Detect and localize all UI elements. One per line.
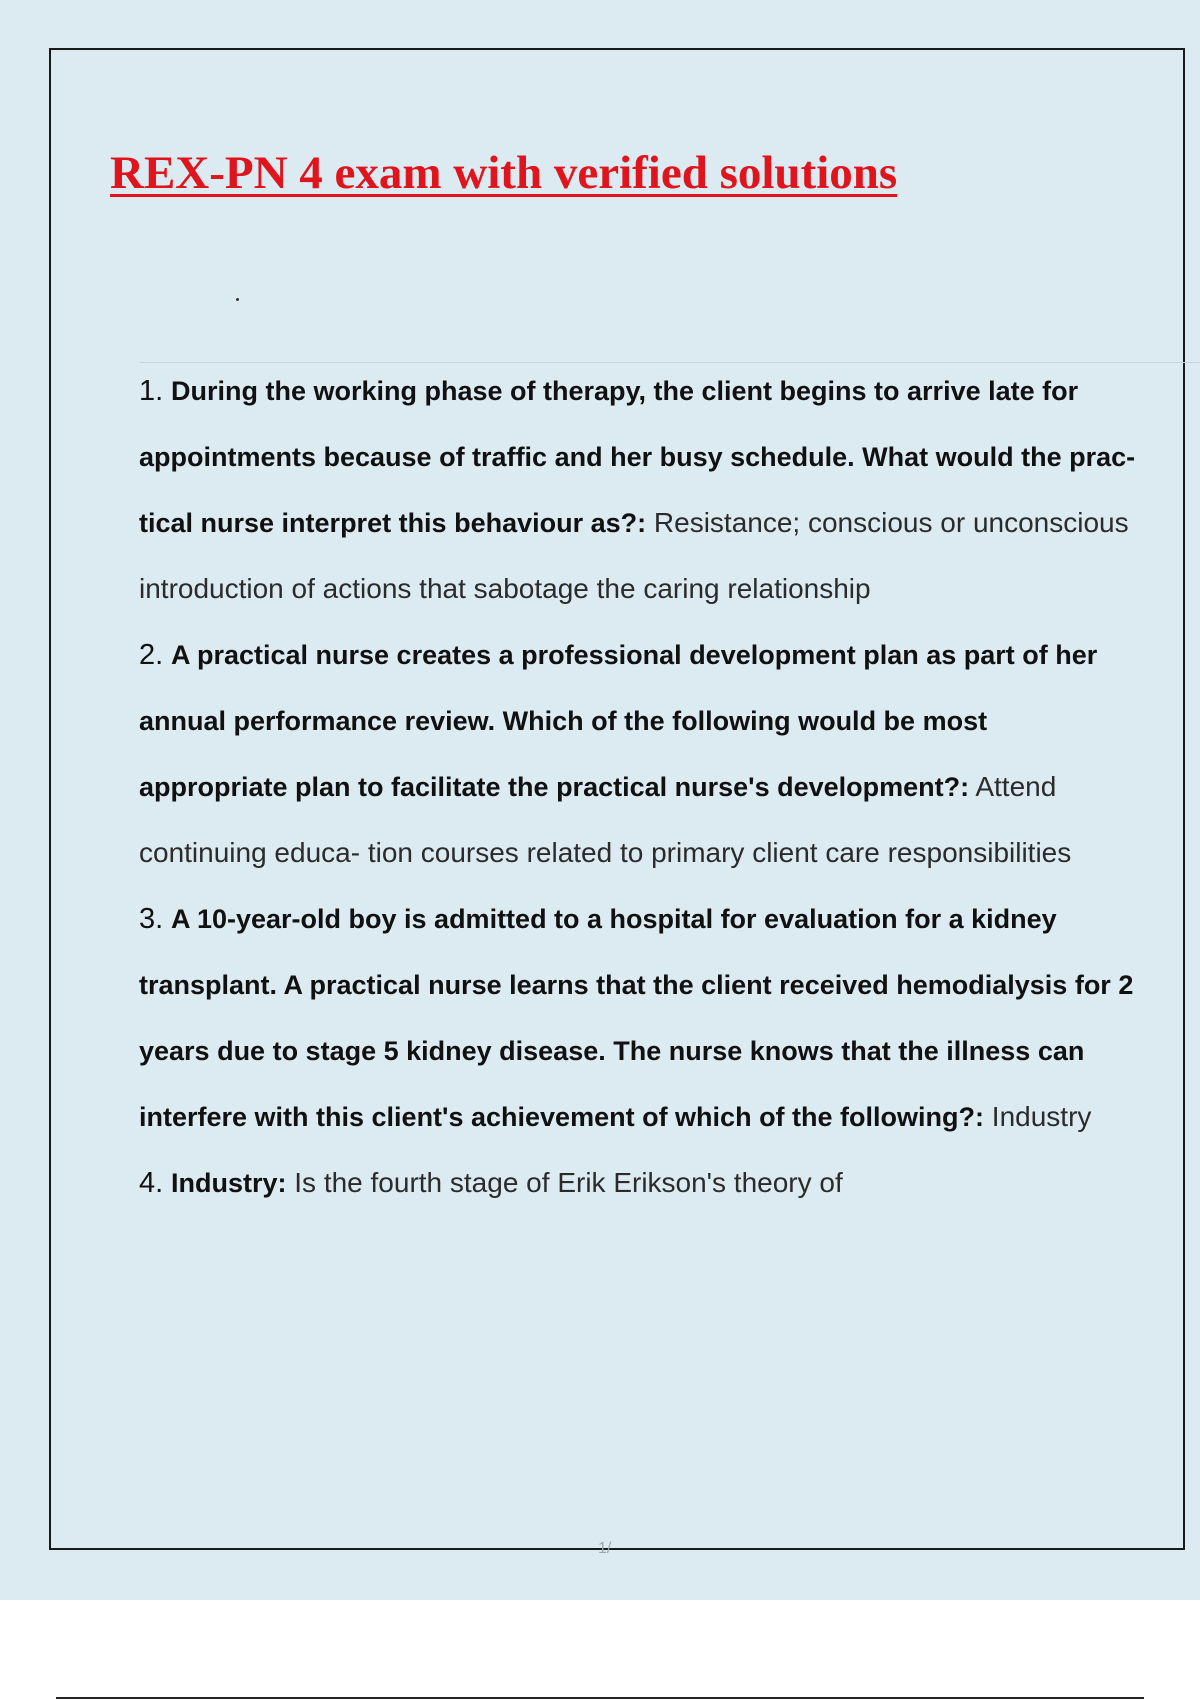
stray-dot xyxy=(236,298,239,301)
question-text: A 10-year-old boy is admitted to a hospital for evaluation for a kidney transplant. A practical nurse learns that the client received hemodialysis for 2 years due to stage 5 kidney disease. The nurse knows that the illness can interfere with this client's achievement of which of the following?: xyxy=(139,904,1134,1132)
question-item-3 xyxy=(139,886,1139,1150)
question-text: Industry: xyxy=(170,1168,287,1198)
question-number: 3. xyxy=(139,903,164,935)
document-title: REX-PN 4 exam with verified solutions xyxy=(110,147,898,199)
question-item-1 xyxy=(139,358,1139,622)
answer-text: Resistance; conscious or unconscious introduction of actions that sabotage the caring relationship xyxy=(139,507,1129,604)
question-list xyxy=(139,358,1139,1216)
question-number: 4. xyxy=(139,1167,164,1199)
page-number: 1/ xyxy=(598,1540,612,1557)
question-item-2 xyxy=(139,622,1139,886)
answer-text: Industry xyxy=(991,1101,1092,1132)
question-text: A practical nurse creates a professional development plan as part of her annual performance review. Which of the following would be most appropriate plan to facilitate the practical nurse's development?: xyxy=(139,640,1098,802)
question-number: 2. xyxy=(139,639,164,671)
bottom-divider xyxy=(56,1697,1144,1699)
question-item-4 xyxy=(139,1150,1139,1216)
answer-text: Attend continuing educa- tion courses related to primary client care responsibilities xyxy=(139,771,1072,868)
question-text: During the working phase of therapy, the client begins to arrive late for appointments because of traffic and her busy schedule. What would the prac- tical nurse interpret this behaviour as?: xyxy=(139,376,1136,538)
answer-text: Is the fourth stage of Erik Erikson's theory of xyxy=(294,1167,843,1198)
question-number: 1. xyxy=(139,375,164,407)
